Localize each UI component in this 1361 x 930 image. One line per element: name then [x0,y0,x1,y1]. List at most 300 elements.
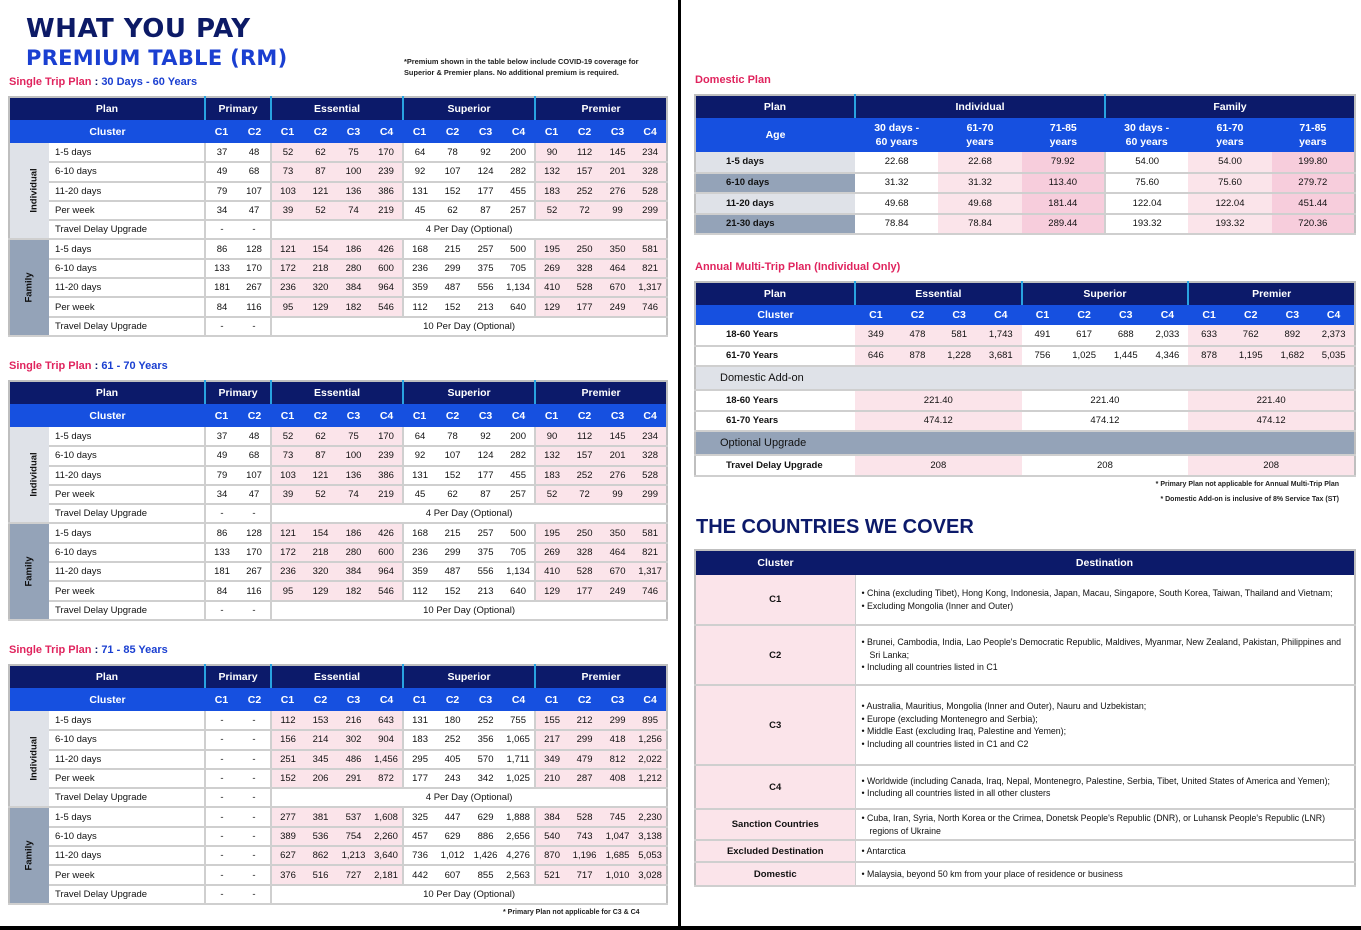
travel-delay-row [9,220,667,239]
premier-cell: 212 [568,711,601,730]
cluster-col-header: C4 [502,404,535,427]
essential-cell: 964 [370,562,403,581]
single-trip-table [8,380,668,621]
cluster-cell: Sanction Countries [695,809,855,840]
premier-cell: 2,230 [634,807,667,826]
premier-cell: 1,212 [634,769,667,788]
annual-cell: 633 [1188,325,1230,346]
cluster-col-header: C1 [271,688,304,711]
row-label: Travel Delay Upgrade [49,601,205,620]
premier-cell: 3,028 [634,865,667,884]
premier-cell: 328 [568,259,601,278]
countries-table [694,549,1356,887]
essential-cell: 182 [337,297,370,316]
superior-cell: 168 [403,523,436,542]
row-label: Per week [49,485,205,504]
domestic-cell: 22.68 [855,152,938,173]
superior-cell: 500 [502,523,535,542]
essential-cell: 52 [304,201,337,220]
primary-cell: 128 [238,239,271,258]
travel-delay-row [9,317,667,336]
cluster-col-header: C4 [634,688,667,711]
superior-cell: 299 [436,543,469,562]
annual-cell: 1,025 [1063,346,1105,367]
superior-cell: 213 [469,297,502,316]
essential-cell: 153 [304,711,337,730]
essential-cell: 182 [337,581,370,600]
row-label: 6-10 days [49,827,205,846]
superior-cell: 2,563 [502,865,535,884]
domestic-cell: 279.72 [1272,173,1355,194]
annual-cell: 756 [1022,346,1064,367]
row-label: Per week [49,581,205,600]
superior-cell: 855 [469,865,502,884]
superior-cell: 64 [403,427,436,446]
primary-footnote: * Primary Plan not applicable for C3 & C4 [503,909,640,916]
cluster-col-header: C4 [502,120,535,143]
cluster-cell: Excluded Destination [695,840,855,862]
domestic-cell: 122.04 [1188,193,1271,214]
table-row [9,543,667,562]
primary-cell: 47 [238,485,271,504]
primary-cell: 68 [238,446,271,465]
superior-cell: 556 [469,562,502,581]
annual-cell: 878 [1188,346,1230,367]
essential-cell: 136 [337,182,370,201]
essential-cell: 121 [304,466,337,485]
row-label: 1-5 days [49,143,205,162]
cluster-col-header: C1 [535,120,568,143]
addon-cell: 221.40 [1022,390,1189,411]
essential-cell: 73 [271,162,304,181]
superior-cell: 124 [469,162,502,181]
superior-cell: 359 [403,562,436,581]
addon-cell: 221.40 [855,390,1022,411]
cluster-col-header: C4 [370,404,403,427]
primary-cell: - [238,788,271,807]
country-row [695,625,1355,685]
essential-cell: 154 [304,523,337,542]
primary-cell: - [238,865,271,884]
superior-cell: 112 [403,581,436,600]
essential-cell: 2,181 [370,865,403,884]
premier-cell: 3,138 [634,827,667,846]
age-header: Age [695,118,855,152]
primary-cell: - [205,750,238,769]
superior-cell: 252 [436,730,469,749]
premier-cell: 201 [601,162,634,181]
primary-cell: 116 [238,297,271,316]
country-row [695,840,1355,862]
cluster-col-header: C1 [271,404,304,427]
superior-cell: 177 [403,769,436,788]
premier-cell: 210 [535,769,568,788]
essential-cell: 87 [304,162,337,181]
premier-cell: 1,256 [634,730,667,749]
essential-cell: 170 [370,427,403,446]
row-label: 1-5 days [49,711,205,730]
group-individual: Individual [9,143,49,239]
premier-cell: 52 [535,201,568,220]
premier-cell: 384 [535,807,568,826]
cluster-col-header: C2 [568,404,601,427]
superior-cell: 442 [403,865,436,884]
primary-cell: 107 [238,466,271,485]
premier-cell: 528 [634,182,667,201]
primary-cell: 34 [205,201,238,220]
table-row [9,711,667,730]
superior-cell: 375 [469,543,502,562]
essential-cell: 536 [304,827,337,846]
domestic-cell: 54.00 [1105,152,1188,173]
destination-cell [855,862,1355,886]
superior-cell: 200 [502,143,535,162]
delay-cell: 208 [1022,455,1189,476]
plan-premier-header: Premier [535,381,667,404]
table-row [695,193,1355,214]
premier-cell: 746 [634,297,667,316]
superior-cell: 152 [436,466,469,485]
table-row [9,143,667,162]
superior-cell: 92 [469,143,502,162]
essential-cell: 170 [370,143,403,162]
essential-cell: 2,260 [370,827,403,846]
superior-cell: 152 [436,182,469,201]
essential-cell: 727 [337,865,370,884]
essential-cell: 236 [271,278,304,297]
superior-cell: 87 [469,201,502,220]
premier-cell: 72 [568,485,601,504]
essential-cell: 320 [304,562,337,581]
premier-cell: 112 [568,143,601,162]
destination-item: • Middle East (excluding Iraq, Palestine and Yemen); [861,726,1067,736]
primary-cell: - [205,807,238,826]
superior-cell: 257 [502,201,535,220]
cluster-col-header: C4 [502,688,535,711]
table-row [9,769,667,788]
premier-cell: 464 [601,259,634,278]
premier-cell: 177 [568,297,601,316]
premier-cell: 349 [535,750,568,769]
primary-cell: - [205,601,238,620]
annual-cell: 1,195 [1230,346,1272,367]
cluster-col-header: C1 [535,404,568,427]
primary-cell: 84 [205,581,238,600]
table-row [9,278,667,297]
premier-cell: 72 [568,201,601,220]
cluster-col-header: C4 [370,688,403,711]
essential-cell: 103 [271,466,304,485]
annual-cell: 349 [855,325,897,346]
age-col-header: 61-70 years [938,118,1021,152]
essential-cell: 386 [370,466,403,485]
table-row [9,865,667,884]
cluster-col-header: C4 [1147,305,1189,325]
primary-cell: 267 [238,562,271,581]
cluster-col-header: C1 [403,404,436,427]
essential-cell: 100 [337,446,370,465]
row-label: Travel Delay Upgrade [49,317,205,336]
annual-note-primary: * Primary Plan not applicable for Annual Multi-Trip Plan [1155,481,1339,488]
primary-cell: - [205,730,238,749]
row-label: 61-70 Years [695,346,855,367]
cluster-col-header: C2 [568,120,601,143]
premier-cell: 157 [568,162,601,181]
superior-cell: 1,025 [502,769,535,788]
cluster-col-header: C1 [205,688,238,711]
row-label: 61-70 Years [695,411,855,432]
page-title: WHAT YOU PAY [26,14,251,44]
primary-cell: - [238,885,271,904]
table-row [9,562,667,581]
premier-cell: 1,317 [634,278,667,297]
essential-cell: 537 [337,807,370,826]
premier-cell: 821 [634,543,667,562]
primary-cell: - [238,601,271,620]
superior-cell: 1,134 [502,278,535,297]
essential-cell: 862 [304,846,337,865]
superior-cell: 705 [502,259,535,278]
destination-cell [855,625,1355,685]
premier-cell: 252 [568,466,601,485]
cluster-col-header: C4 [634,404,667,427]
superior-cell: 487 [436,562,469,581]
premier-cell: 269 [535,543,568,562]
primary-cell: 170 [238,259,271,278]
annual-cell: 491 [1022,325,1064,346]
premier-cell: 299 [634,485,667,504]
superior-cell: 87 [469,485,502,504]
table-row [9,523,667,542]
cluster-col-header: C4 [634,120,667,143]
plan-header: Plan [695,95,855,118]
row-label: 6-10 days [49,259,205,278]
primary-cell: - [238,504,271,523]
essential-cell: 103 [271,182,304,201]
premier-cell: 252 [568,182,601,201]
destination-cell [855,840,1355,862]
premier-cell: 52 [535,485,568,504]
country-row [695,809,1355,840]
cluster-cell: C1 [695,575,855,625]
premier-cell: 418 [601,730,634,749]
essential-cell: 546 [370,581,403,600]
table-row [9,297,667,316]
plan-header: Plan [9,665,205,688]
primary-cell: 86 [205,523,238,542]
annual-cell: 5,035 [1313,346,1355,367]
primary-cell: - [238,220,271,239]
superior-cell: 213 [469,581,502,600]
plan-essential-header: Essential [271,97,403,120]
superior-cell: 107 [436,446,469,465]
cluster-col-header: C1 [205,404,238,427]
essential-cell: 74 [337,485,370,504]
primary-cell: - [205,846,238,865]
row-label: 1-5 days [49,239,205,258]
domestic-cell: 193.32 [1188,214,1271,235]
destination-cell [855,685,1355,765]
table-row [9,485,667,504]
optional-upgrade-row [695,431,1355,455]
essential-cell: 75 [337,427,370,446]
addon-cell: 474.12 [1022,411,1189,432]
essential-cell: 627 [271,846,304,865]
destination-item: • Including all countries listed in C1 [861,662,998,673]
primary-cell: 49 [205,446,238,465]
primary-cell: - [238,827,271,846]
plan-superior-header: Superior [403,665,535,688]
superior-cell: 92 [469,427,502,446]
bottom-border [0,926,1361,930]
superior-cell: 92 [403,162,436,181]
essential-cell: 129 [304,297,337,316]
annual-cell: 1,445 [1105,346,1147,367]
row-label: 11-20 days [49,846,205,865]
primary-cell: - [205,317,238,336]
destination-header: Destination [855,550,1355,575]
cluster-col-header: C3 [469,688,502,711]
group-family-header: Family [1105,95,1355,118]
premier-cell: 129 [535,581,568,600]
age-col-header: 61-70 years [1188,118,1271,152]
row-label: 11-20 days [49,466,205,485]
table-row [9,239,667,258]
premier-cell: 112 [568,427,601,446]
plan-superior-header: Superior [1022,282,1189,305]
country-row [695,765,1355,809]
plan-primary-header: Primary [205,665,271,688]
superior-cell: 180 [436,711,469,730]
cluster-col-header: C2 [304,404,337,427]
primary-cell: - [205,885,238,904]
premier-cell: 821 [634,259,667,278]
primary-cell: 49 [205,162,238,181]
group-individual: Individual [9,711,49,807]
cluster-col-header: C2 [238,688,271,711]
essential-cell: 186 [337,523,370,542]
travel-delay-row [695,455,1355,476]
superior-cell: 257 [469,523,502,542]
country-row [695,575,1355,625]
superior-cell: 359 [403,278,436,297]
superior-cell: 640 [502,297,535,316]
country-row [695,685,1355,765]
domestic-cell: 75.60 [1105,173,1188,194]
cluster-col-header: C4 [1313,305,1355,325]
premier-cell: 269 [535,259,568,278]
cluster-header: Cluster [695,305,855,325]
essential-cell: 904 [370,730,403,749]
table-row [9,259,667,278]
essential-cell: 39 [271,201,304,220]
superior-cell: 342 [469,769,502,788]
premier-cell: 1,010 [601,865,634,884]
essential-cell: 389 [271,827,304,846]
premier-cell: 328 [634,162,667,181]
row-label: 6-10 days [49,543,205,562]
superior-cell: 570 [469,750,502,769]
addon-cell: 474.12 [855,411,1022,432]
superior-cell: 455 [502,182,535,201]
table-row [9,162,667,181]
destination-item: • Antarctica [861,845,906,856]
essential-cell: 516 [304,865,337,884]
essential-cell: 62 [304,427,337,446]
domestic-cell: 122.04 [1105,193,1188,214]
superior-cell: 215 [436,239,469,258]
superior-cell: 177 [469,182,502,201]
superior-cell: 705 [502,543,535,562]
primary-cell: - [238,846,271,865]
premier-cell: 745 [601,807,634,826]
domestic-cell: 289.44 [1022,214,1105,235]
row-label: 11-20 days [49,182,205,201]
superior-cell: 243 [436,769,469,788]
plan-essential-header: Essential [855,282,1022,305]
premier-cell: 410 [535,278,568,297]
premier-cell: 276 [601,182,634,201]
table-row [695,152,1355,173]
group-family: Family [9,523,49,619]
row-label: 18-60 Years [695,325,855,346]
primary-cell: 170 [238,543,271,562]
essential-cell: 600 [370,543,403,562]
row-label: Travel Delay Upgrade [49,788,205,807]
annual-cell: 646 [855,346,897,367]
superior-cell: 152 [436,581,469,600]
essential-cell: 280 [337,259,370,278]
premier-cell: 195 [535,239,568,258]
annual-cell: 878 [897,346,939,367]
primary-cell: - [238,730,271,749]
table-row [9,446,667,465]
cluster-cell: C4 [695,765,855,809]
premier-cell: 1,317 [634,562,667,581]
superior-cell: 295 [403,750,436,769]
domestic-cell: 49.68 [855,193,938,214]
superior-cell: 62 [436,485,469,504]
superior-cell: 131 [403,182,436,201]
essential-cell: 52 [304,485,337,504]
cluster-header: Cluster [9,688,205,711]
superior-cell: 257 [469,239,502,258]
essential-cell: 236 [271,562,304,581]
essential-cell: 121 [271,523,304,542]
essential-cell: 112 [271,711,304,730]
essential-cell: 95 [271,297,304,316]
premier-cell: 1,196 [568,846,601,865]
cluster-col-header: C2 [568,688,601,711]
premier-cell: 287 [568,769,601,788]
domestic-addon-row [695,366,1355,390]
essential-cell: 214 [304,730,337,749]
premier-cell: 670 [601,278,634,297]
essential-cell: 872 [370,769,403,788]
plan-header: Plan [9,97,205,120]
essential-cell: 302 [337,730,370,749]
cluster-cell: C3 [695,685,855,765]
domestic-plan-table [694,94,1356,235]
table-row [9,807,667,826]
single-trip-table [8,96,668,337]
cluster-col-header: C2 [1230,305,1272,325]
annual-cell: 617 [1063,325,1105,346]
superior-cell: 447 [436,807,469,826]
essential-cell: 754 [337,827,370,846]
superior-cell: 131 [403,711,436,730]
row-label: Travel Delay Upgrade [49,504,205,523]
